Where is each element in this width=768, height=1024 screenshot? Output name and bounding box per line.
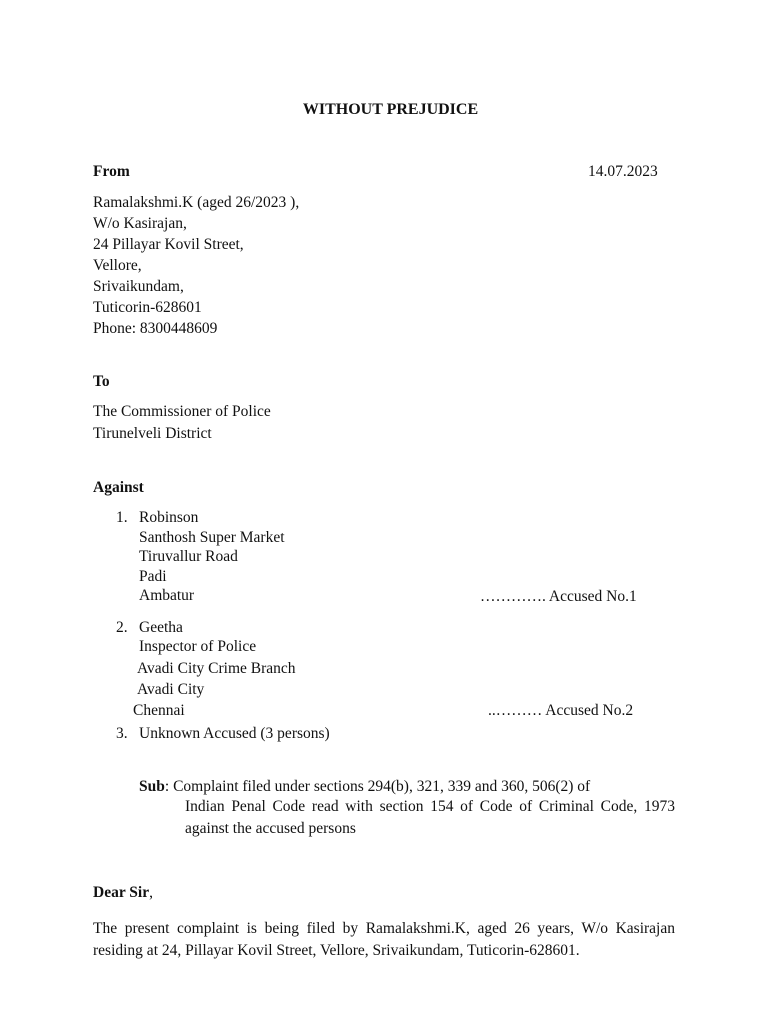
subject-text-first: Complaint filed under sections 294(b), 321, 339 and 360, 506(2) of: [173, 778, 591, 795]
accused-tag: …………. Accused No.1: [480, 588, 637, 605]
subject-colon: :: [164, 778, 170, 795]
from-line-phone: Phone: 8300448609: [93, 320, 218, 337]
accused-line: Unknown Accused (3 persons): [139, 725, 330, 742]
from-line-city: Tuticorin-628601: [93, 299, 202, 316]
accused-line: Santhosh Super Market: [139, 529, 285, 546]
from-line-name: Ramalakshmi.K (aged 26/2023 ),: [93, 194, 300, 211]
from-label: From: [93, 163, 130, 180]
from-line-town: Srivaikundam,: [93, 278, 184, 295]
accused-line: Padi: [139, 568, 167, 585]
accused-line: Geetha: [139, 619, 183, 636]
accused-number: 1.: [116, 509, 128, 526]
against-label: Against: [93, 479, 144, 496]
letter-date: 14.07.2023: [588, 163, 658, 180]
from-line-street: 24 Pillayar Kovil Street,: [93, 236, 244, 253]
accused-number: 3.: [116, 725, 128, 742]
salutation-comma: ,: [149, 884, 153, 901]
subject-label: Sub: [139, 778, 165, 795]
from-line-relation: W/o Kasirajan,: [93, 215, 187, 232]
salutation: [93, 885, 153, 901]
document-title: WITHOUT PREJUDICE: [302, 101, 479, 118]
accused-line: Robinson: [139, 509, 199, 526]
from-line-area: Vellore,: [93, 257, 142, 274]
accused-line: Ambatur: [139, 587, 195, 604]
accused-line: Inspector of Police: [139, 638, 257, 655]
to-label: To: [93, 373, 110, 390]
accused-line: Avadi City: [137, 681, 205, 698]
subject-line-first: [139, 779, 590, 795]
accused-line: Avadi City Crime Branch: [137, 660, 296, 677]
accused-number: 2.: [116, 619, 128, 636]
to-line-district: Tirunelveli District: [93, 425, 212, 442]
accused-line: Chennai: [133, 702, 185, 719]
body-paragraph: The present complaint is being filed by Ramalakshmi.K, aged 26 years, W/o Kasirajan residing at 24, Pillayar Kovil Street, Vellore, Srivaikundam, Tuticorin-628601.: [93, 920, 675, 959]
subject-text-rest: Indian Penal Code read with section 154 of Code of Criminal Code, 1973 against the accused persons: [185, 798, 675, 837]
to-line-recipient: The Commissioner of Police: [93, 403, 271, 420]
accused-line: Tiruvallur Road: [139, 548, 238, 565]
accused-tag: ..……… Accused No.2: [488, 702, 634, 719]
salutation-label: Dear Sir: [93, 884, 150, 901]
